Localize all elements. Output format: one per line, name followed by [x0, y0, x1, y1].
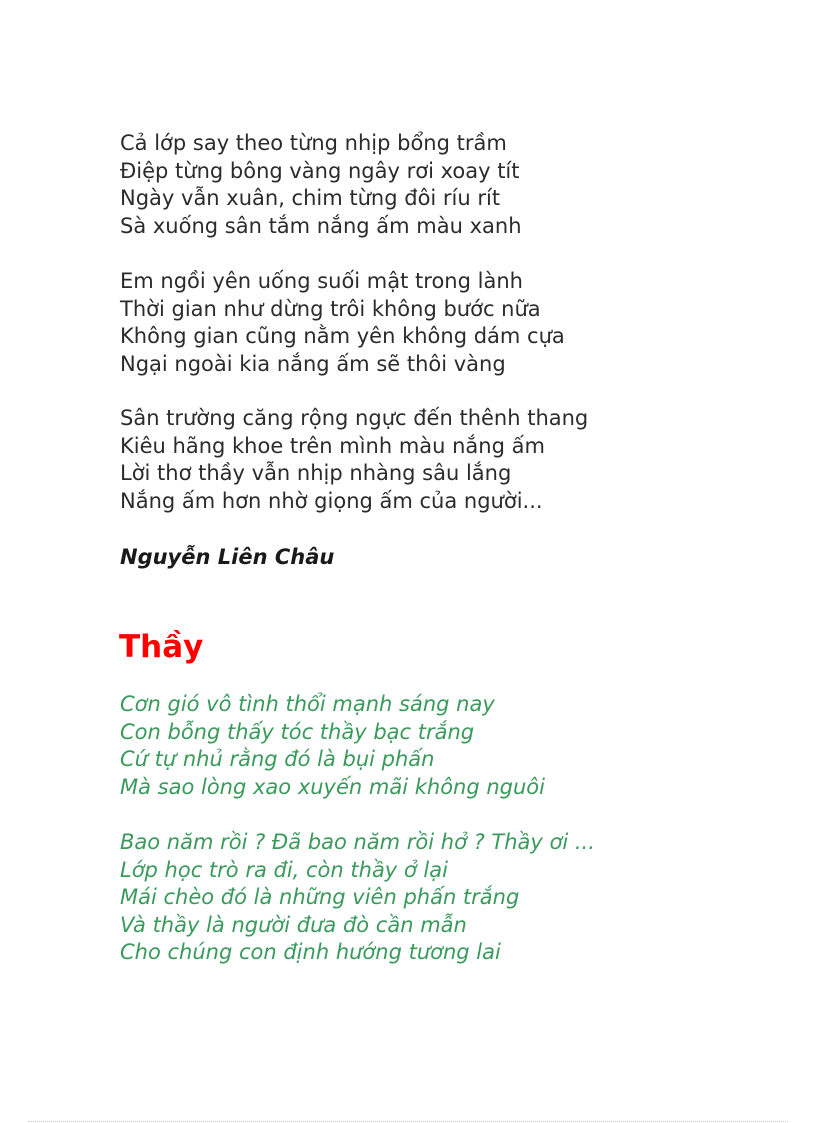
poem-2-stanza-2 [120, 829, 595, 967]
verse-line: Ngại ngoài kia nắng ấm sẽ thôi vàng [120, 351, 506, 376]
poem-1-stanza-1 [120, 130, 522, 240]
verse-line: Mái chèo đó là những viên phấn trắng [120, 885, 520, 909]
verse-line: Lớp học trò ra đi, còn thầy ở lại [120, 857, 448, 882]
poem-author: Nguyễn Liên Châu [120, 545, 335, 569]
verse-line: Không gian cũng nằm yên không dám cựa [120, 324, 565, 348]
poem-1-stanza-3 [120, 405, 588, 515]
verse-line: Sân trường căng rộng ngực đến thênh thang [120, 406, 589, 430]
verse-line: Ngày vẫn xuân, chim từng đôi ríu rít [120, 186, 501, 210]
verse-line: Điệp từng bông vàng ngây rơi xoay tít [120, 158, 520, 183]
verse-line: Con bỗng thấy tóc thầy bạc trắng [120, 719, 475, 744]
verse-line: Cả lớp say theo từng nhịp bổng trầm [120, 131, 507, 155]
verse-line: Kiêu hãng khoe trên mình màu nắng ấm [120, 433, 545, 458]
verse-line: Lời thơ thầy vẫn nhịp nhàng sâu lắng [120, 461, 512, 485]
verse-line: Mà sao lòng xao xuyến mãi không nguôi [120, 774, 545, 799]
verse-line: Sà xuống sân tắm nắng ấm màu xanh [120, 213, 522, 238]
page-footer-divider [28, 1121, 788, 1122]
poem-2-stanza-1 [120, 691, 545, 801]
poem-title: Thầy [119, 629, 204, 665]
verse-line: Bao năm rồi ? Đã bao năm rồi hở ? Thầy ơi ... [120, 830, 595, 854]
poem-1-stanza-2 [120, 268, 565, 378]
verse-line: Em ngồi yên uống suối mật trong lành [120, 269, 523, 293]
verse-line: Nắng ấm hơn nhờ giọng ấm của người... [120, 488, 543, 513]
verse-line: Và thầy là người đưa đò cần mẫn [120, 912, 467, 937]
verse-line: Thời gian như dừng trôi không bước nữa [120, 296, 541, 321]
verse-line: Cho chúng con định hướng tương lai [120, 940, 501, 964]
verse-line: Cứ tự nhủ rằng đó là bụi phấn [120, 747, 435, 771]
verse-line: Cơn gió vô tình thổi mạnh sáng nay [120, 692, 495, 716]
